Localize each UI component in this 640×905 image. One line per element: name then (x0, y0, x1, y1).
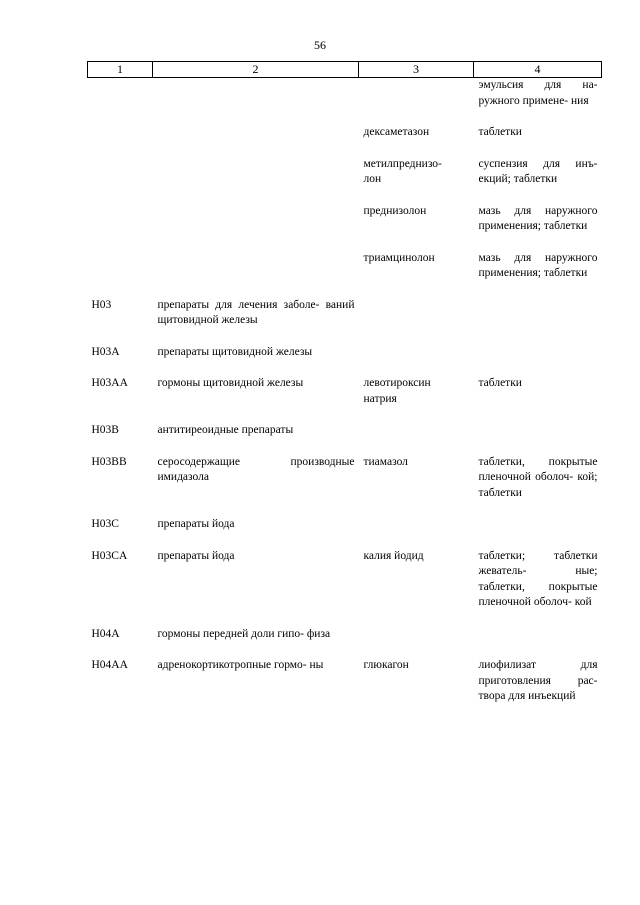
dosage-form-cell (474, 517, 602, 549)
group-name-cell (153, 157, 359, 204)
drug-name-cell (359, 78, 474, 126)
dosage-form-cell: таблетки, покрытые пленочной оболоч- кой; таблетки (478, 455, 598, 499)
dosage-form-cell: таблетки; таблетки жеватель- ные; таблетки, покрытые пленочной оболоч- кой (478, 549, 598, 608)
dosage-form-cell: мазь для наружного применения; таблетки (478, 251, 598, 279)
group-name-cell: препараты щитовидной железы (157, 345, 313, 358)
atc-code-cell (88, 157, 153, 204)
table-row (88, 455, 602, 518)
dosage-form-cell: эмульсия для на- ружного примене- ния (478, 79, 598, 107)
dosage-form-cell (474, 627, 602, 659)
drug-name-cell: метилпреднизо- лон (363, 157, 442, 185)
group-name-cell: антитиреоидные препараты (157, 424, 294, 436)
atc-code-cell: H03AA (91, 377, 128, 389)
group-name-cell (153, 204, 359, 251)
drug-name-cell: триамцинолон (363, 251, 435, 264)
atc-code-cell: H03C (91, 518, 119, 530)
dosage-form-cell (474, 298, 602, 345)
dosage-form-cell: мазь для наружного применения; таблетки (478, 204, 598, 232)
drug-name-cell (359, 627, 474, 659)
dosage-form-cell: суспензия для инъ- екций; таблетки (478, 157, 598, 185)
group-name-cell: препараты йода (157, 518, 235, 530)
table-row (88, 125, 602, 157)
page-number: 56 (314, 38, 326, 52)
atc-code-cell (88, 204, 153, 251)
atc-code-cell: H03 (91, 298, 112, 311)
group-name-cell (153, 125, 359, 157)
table-row (88, 423, 602, 455)
group-name-cell: гормоны передней доли гипо- физа (157, 627, 331, 640)
drug-name-cell: преднизолон (363, 204, 427, 217)
drug-name-cell (359, 423, 474, 455)
drug-name-cell: дексаметазон (363, 126, 430, 138)
table-row (88, 251, 602, 298)
table-row (88, 517, 602, 549)
atc-code-cell: H03A (91, 345, 120, 358)
table-row (88, 549, 602, 627)
table-row (88, 298, 602, 345)
column-header-3: 3 (359, 62, 474, 78)
table-row (88, 376, 602, 423)
atc-code-cell: H03B (91, 424, 119, 436)
atc-code-cell: H03CA (91, 549, 128, 562)
group-name-cell: препараты йода (157, 549, 235, 562)
table-row (88, 204, 602, 251)
table-row (88, 78, 602, 126)
column-header-1: 1 (88, 62, 153, 78)
medication-table (87, 61, 602, 721)
drug-name-cell (359, 345, 474, 377)
column-header-4: 4 (474, 62, 602, 78)
group-name-cell: адренокортикотропные гормо- ны (157, 659, 324, 671)
drug-name-cell: глюкагон (363, 659, 409, 671)
group-name-cell (153, 78, 359, 126)
table-row (88, 345, 602, 377)
column-header-2: 2 (153, 62, 359, 78)
drug-name-cell: калия йодид (363, 549, 424, 562)
atc-code-cell (88, 78, 153, 126)
table-body (88, 78, 602, 721)
atc-code-cell: H04AA (91, 659, 128, 671)
dosage-form-cell: таблетки (478, 126, 522, 138)
drug-name-cell (359, 298, 474, 345)
group-name-cell: препараты для лечения заболе- ваний щитовидной железы (157, 298, 355, 326)
dosage-form-cell: таблетки (478, 377, 522, 389)
atc-code-cell: H03BB (91, 455, 127, 468)
atc-code-cell (88, 251, 153, 298)
dosage-form-cell (474, 345, 602, 377)
group-name-cell (153, 251, 359, 298)
table-row (88, 627, 602, 659)
group-name-cell: серосодержащие производные имидазола (157, 455, 355, 483)
drug-name-cell: тиамазол (363, 455, 408, 468)
drug-name-cell (359, 517, 474, 549)
drug-name-cell: левотироксин натрия (363, 377, 431, 405)
group-name-cell: гормоны щитовидной железы (157, 377, 304, 389)
table-row (88, 658, 602, 721)
dosage-form-cell (474, 423, 602, 455)
table-row (88, 157, 602, 204)
dosage-form-cell: лиофилизат для приготовления рас- твора для инъекций (478, 659, 598, 702)
atc-code-cell (88, 125, 153, 157)
table-header-row (88, 62, 602, 78)
atc-code-cell: H04A (91, 627, 120, 640)
